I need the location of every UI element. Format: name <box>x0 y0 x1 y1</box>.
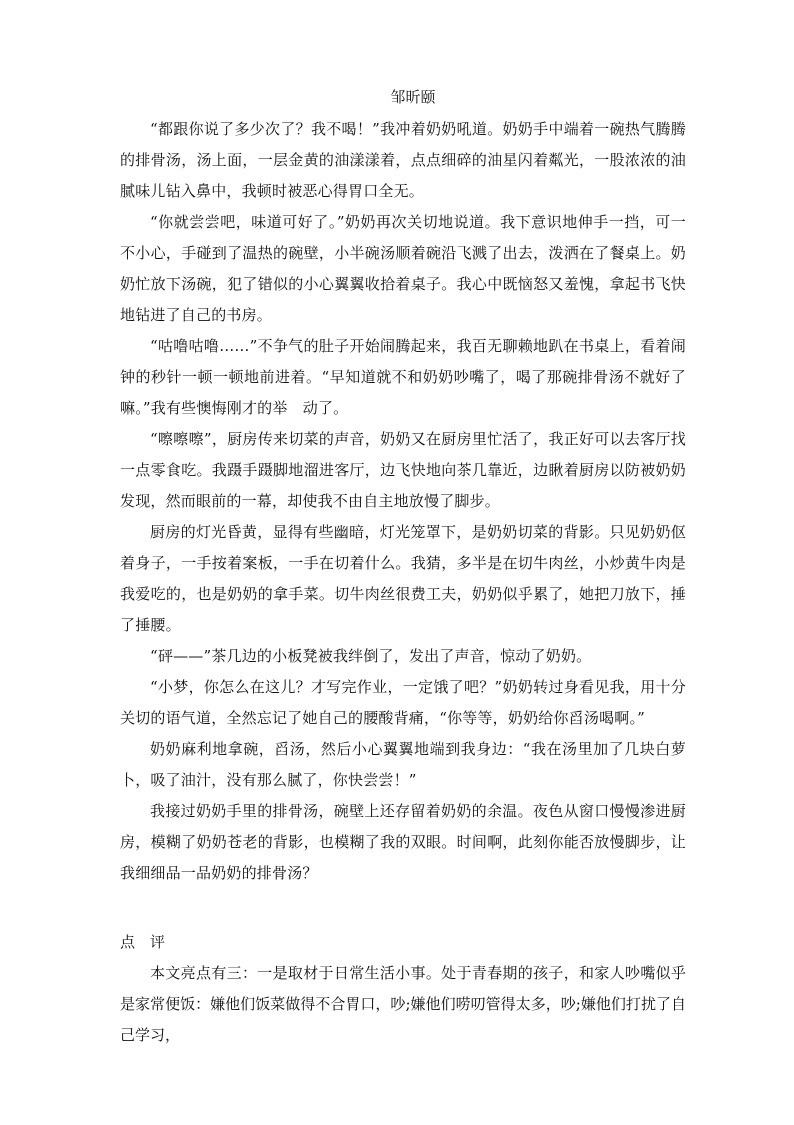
paragraph-5: 厨房的灯光昏黄，显得有些幽暗，灯光笼罩下，是奶奶切菜的背影。只见奶奶伛着身子，一手按着案板，一手在切着什么。我猜，多半是在切牛肉丝，小炒黄牛肉是我爱吃的，也是奶奶的拿手菜。切牛肉丝很费工夫，奶奶似乎累了，她把刀放下，捶了捶腰。 <box>120 523 686 634</box>
review-text: 本文亮点有三：一是取材于日常生活小事。处于青春期的孩子，和家人吵嘴似乎是家常便饭：嫌他们饭菜做得不合胃口，吵;嫌他们唠叨管得太多，吵;嫌他们打扰了自己学习， <box>120 964 686 1044</box>
paragraph-9: 我接过奶奶手里的排骨汤，碗壁上还存留着奶奶的余温。夜色从窗口慢慢渗进厨房，模糊了奶奶苍老的背影，也模糊了我的双眼。时间啊，此刻你能否放慢脚步，让我细细品一品奶奶的排骨汤？ <box>120 802 686 882</box>
document-content <box>120 86 686 1051</box>
paragraph-7: “小梦，你怎么在这儿？才写完作业，一定饿了吧？”奶奶转过身看见我，用十分关切的语气道，全然忘记了她自己的腰酸背痛，“你等等，奶奶给你舀汤喝啊。” <box>120 678 686 727</box>
paragraph-6: “砰——”茶几边的小板凳被我绊倒了，发出了声音，惊动了奶奶。 <box>150 647 592 665</box>
paragraph-2: “你就尝尝吧，味道可好了。”奶奶再次关切地说道。我下意识地伸手一挡，可一不小心，手碰到了温热的碗壁，小半碗汤顺着碗沿飞溅了出去，泼洒在了餐桌上。奶奶忙放下汤碗，犯了错似的小心翼翼收拾着桌子。我心中既恼怒又羞愧，拿起书飞快地钻进了自己的书房。 <box>120 213 686 324</box>
paragraph-4: “嚓嚓嚓”，厨房传来切菜的声音，奶奶又在厨房里忙活了，我正好可以去客厅找一点零食吃。我蹑手蹑脚地溜进客厅，边飞快地向茶几靠近，边瞅着厨房以防被奶奶发现，然而眼前的一幕，却使我不由自主地放慢了脚步。 <box>120 430 686 510</box>
author-name: 邹昕颐 <box>390 88 436 106</box>
paragraph-1: “都跟你说了多少次了？我不喝！”我冲着奶奶吼道。奶奶手中端着一碗热气腾腾的排骨汤，汤上面，一层金黄的油漾漾着，点点细碎的油星闪着粼光，一股浓浓的油腻味儿钻入鼻中，我顿时被恶心得胃口全无。 <box>120 120 686 200</box>
paragraph-3: “咕噜咕噜……”不争气的肚子开始闹腾起来，我百无聊赖地趴在书桌上，看着闹钟的秒针一顿一顿地前进着。“早知道就不和奶奶吵嘴了，喝了那碗排骨汤不就好了嘛。”我有些懊悔刚才的举 动了。 <box>120 337 686 417</box>
paragraph-8: 奶奶麻利地拿碗，舀汤，然后小心翼翼地端到我身边：“我在汤里加了几块白萝卜，吸了油汁，没有那么腻了，你快尝尝！” <box>120 740 686 789</box>
review-heading: 点 评 <box>120 933 166 951</box>
